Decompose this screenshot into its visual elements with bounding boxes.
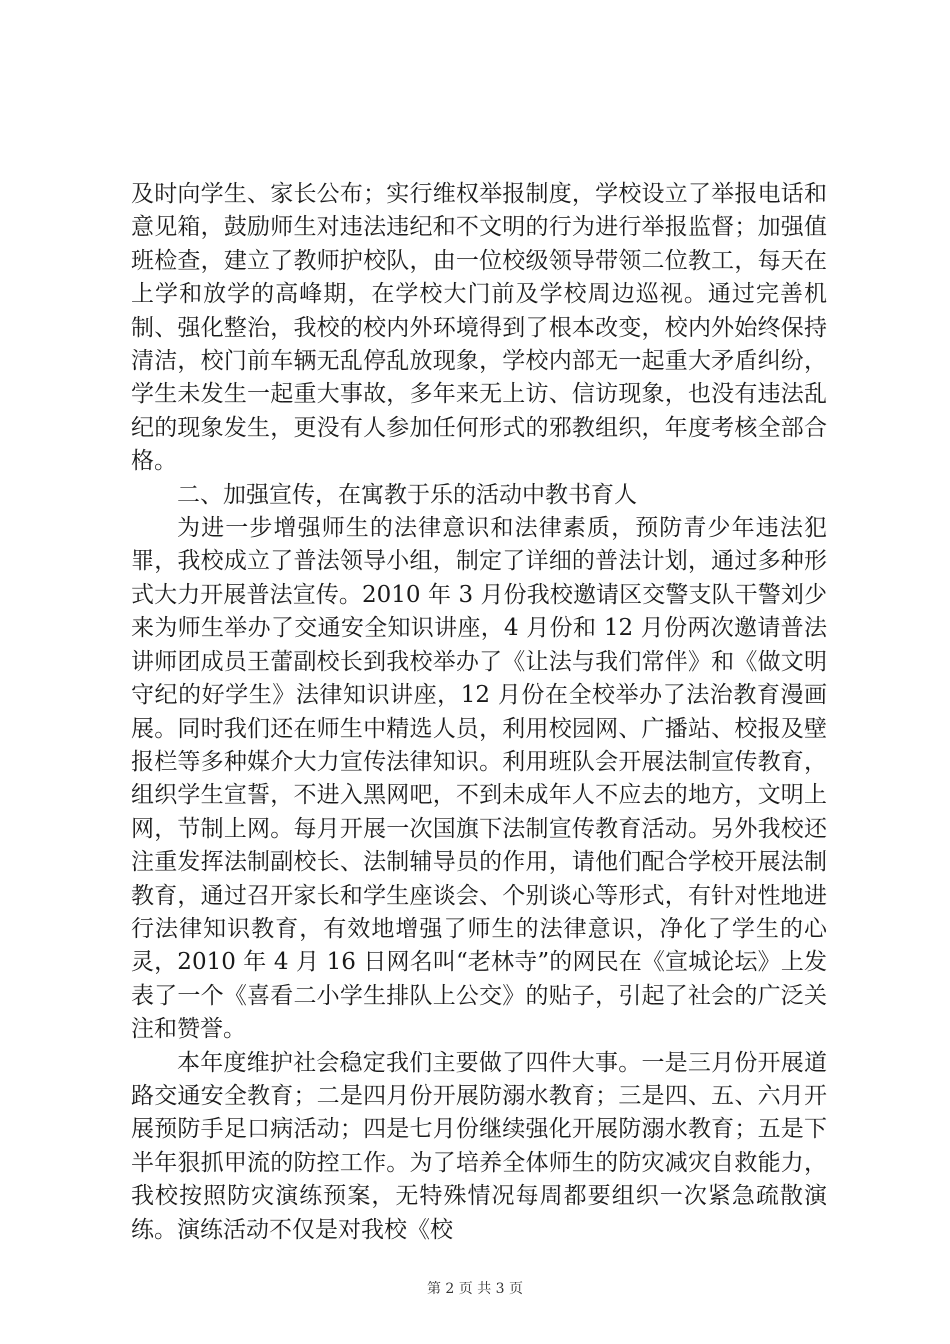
paragraph-continuation: 及时向学生、家长公布；实行维权举报制度，学校设立了举报电话和意见箱，鼓励师生对违法违纪和不文明的行为进行举报监督；加强值班检查，建立了教师护校队，由一位校级领导带领二位教工，每天在上学和放学的高峰期，在学校大门前及学校周边巡视。通过完善机制、强化整治，我校的校内外环境得到了根本改变，校内外始终保持清洁，校门前车辆无乱停乱放现象，学校内部无一起重大矛盾纠纷，学生未发生一起重大事故，多年来无上访、信访现象，也没有违法乱纪的现象发生，更没有人参加任何形式的邪教组织，年度考核全部合格。 xyxy=(131,181,827,475)
page-footer: 第 2 页 共 3 页 xyxy=(426,1281,524,1297)
paragraph-social-stability: 本年度维护社会稳定我们主要做了四件大事。一是三月份开展道路交通安全教育；二是四月份开展防溺水教育；三是四、五、六月开展预防手足口病活动；四是七月份继续强化开展防溺水教育；五是下半年狠抓甲流的防控工作。为了培养全体师生的防灾减灾自救能力，我校按照防灾演练预案，无特殊情况每周都要组织一次紧急疏散演练。演练活动不仅是对我校《校 xyxy=(131,1049,827,1243)
document-body xyxy=(131,178,827,1247)
paragraph-legal-publicity: 为进一步增强师生的法律意识和法律素质，预防青少年违法犯罪，我校成立了普法领导小组，制定了详细的普法计划，通过多种形式大力开展普法宣传。2010 年 3 月份我校邀请区交警支队干警刘少来为师生举办了交通安全知识讲座，4 月份和 12 月份两次邀请普法讲师团成员王蕾副校长到我校举办了《让法与我们常伴》和《做文明守纪的好学生》法律知识讲座，12 月份在全校举办了法治教育漫画展。同时我们还在师生中精选人员，利用校园网、广播站、校报及壁报栏等多种媒介大力宣传法律知识。利用班队会开展法制宣传教育，组织学生宣誓，不进入黑网吧，不到未成年人不应去的地方，文明上网，节制上网。每月开展一次国旗下法制宣传教育活动。另外我校还注重发挥法制副校长、法制辅导员的作用，请他们配合学校开展法制教育，通过召开家长和学生座谈会、个别谈心等形式，有针对性地进行法律知识教育，有效地增强了师生的法律意识，净化了学生的心灵，2010 年 4 月 16 日网名叫“老林寺”的网民在《宣城论坛》上发表了一个《喜看二小学生排队上公交》的贴子，引起了社会的广泛关注和赞誉。 xyxy=(131,515,827,1043)
section-heading: 二、加强宣传，在寓教于乐的活动中教书育人 xyxy=(177,481,637,508)
